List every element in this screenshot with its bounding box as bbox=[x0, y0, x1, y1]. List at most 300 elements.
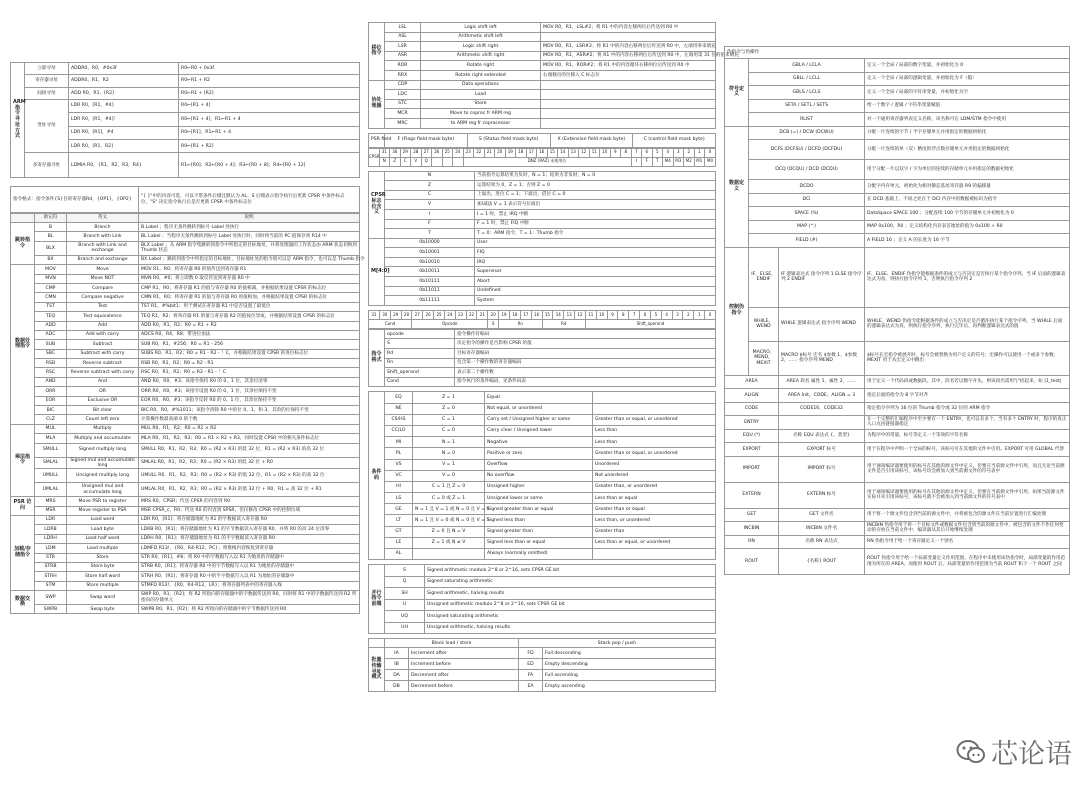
table-row bbox=[369, 90, 716, 100]
english-name: Test equivalence bbox=[67, 312, 139, 321]
block-transfer-table bbox=[368, 638, 716, 692]
group-label: PSR 访问 bbox=[11, 497, 35, 516]
english-name: Swap byte bbox=[67, 605, 139, 614]
pseudo-name: EXPORT bbox=[725, 443, 779, 457]
pseudo-syntax: AREA 段名 属性 1，属性 2，…… bbox=[779, 375, 865, 389]
bit-number: 25 bbox=[434, 310, 445, 319]
pseudo-syntax: INCBIN 文件名 bbox=[779, 522, 865, 536]
description: MOV R1，R0；将寄存器 R0 的值传送到寄存器 R1 bbox=[139, 265, 360, 274]
encoding-field: Rn bbox=[499, 319, 542, 328]
cond-flags: C = 0 或 Z = 1 bbox=[413, 493, 485, 504]
english-name: Subtract bbox=[67, 340, 139, 349]
cond-meaning-int: Unsigned higher bbox=[485, 481, 593, 492]
table-row bbox=[369, 109, 716, 119]
table-row bbox=[369, 515, 716, 526]
mnemonic: TST bbox=[35, 302, 67, 311]
table-row bbox=[725, 443, 1070, 457]
english-name: Count left zero bbox=[67, 415, 139, 424]
mnemonic: UMULL bbox=[35, 469, 67, 483]
flag-meaning: 加/减法 V = 1 表示符号位溢出 bbox=[475, 200, 716, 210]
psr-field-x: X (Extension field mask byte) bbox=[550, 133, 633, 147]
bit-number: 2 bbox=[684, 148, 695, 157]
mnemonic: LDRH bbox=[35, 534, 67, 543]
header-english: 英文 bbox=[67, 214, 139, 223]
english-name: Move to coproc fr ARM reg bbox=[421, 109, 541, 119]
mnemonic: MCR bbox=[385, 109, 421, 119]
mode-name: User bbox=[475, 238, 716, 248]
mnemonic: BLX bbox=[35, 241, 67, 255]
description: SMLAL R0，R1，R2，R3；R0 = (R2 × R3) 的低 32 位 + R0 bbox=[139, 457, 360, 469]
cond-meaning-float: Less than bbox=[593, 437, 716, 448]
cpsr-bit-value bbox=[432, 157, 443, 166]
addressing-instruction: LDR R0，[R1，R2] bbox=[69, 140, 179, 153]
cond-mnemonic: CC/LO bbox=[385, 425, 413, 436]
stack-mode: ED bbox=[519, 659, 543, 670]
bit-number: 29 bbox=[390, 310, 401, 319]
table-row bbox=[11, 340, 360, 349]
cond-flags: V = 0 bbox=[413, 470, 485, 481]
pseudo-syntax: AREA Init，CODE，ALIGN = 3 bbox=[779, 389, 865, 403]
pseudo-syntax: EXPORT 标号 bbox=[779, 443, 865, 457]
description: SUBS R0，R1，R2；R0 = R1 - R2 - ！C，并根据结果设置 CPSR 的进位标志位 bbox=[139, 349, 360, 358]
mnemonic: STC bbox=[385, 99, 421, 109]
description: CMN R1，R0；将寄存器 R1 的值与寄存器 R0 的值相加，并根据结果设置 CPSR 的标志位 bbox=[139, 293, 360, 302]
cond-meaning-int: Carry set / Unsigned higher or same bbox=[485, 414, 593, 425]
cond-meaning-float: Less than or equal, or unordered bbox=[593, 537, 716, 548]
table-row bbox=[725, 482, 1070, 508]
bit-number: 22 bbox=[474, 148, 485, 157]
encoding-field: Rd bbox=[542, 319, 585, 328]
table-row bbox=[369, 157, 716, 166]
mnemonic: LSR bbox=[385, 42, 421, 52]
table-row bbox=[11, 415, 360, 424]
bit-number: 30 bbox=[390, 148, 401, 157]
table-row bbox=[725, 180, 1070, 194]
mnemonic: MRC bbox=[385, 118, 421, 128]
flag-name: C bbox=[385, 190, 475, 200]
pseudo-name: GBLA / LCLA bbox=[749, 59, 865, 73]
cond-mnemonic: GE bbox=[385, 504, 413, 515]
stack-meaning: Full descending bbox=[543, 648, 716, 659]
description: MOV R0，R1，LSR#2；将 R1 中的内容右移两位后传送到 R0 中，左端用零来填充 bbox=[541, 42, 716, 52]
addressing-category: 间接寻址 bbox=[25, 87, 69, 99]
mnemonic: SBC bbox=[35, 349, 67, 358]
field-name: Cond bbox=[385, 377, 455, 387]
bit-number: 21 bbox=[477, 310, 488, 319]
table-row bbox=[369, 358, 716, 368]
instruction-panel bbox=[10, 186, 365, 786]
bit-number: 9 bbox=[607, 310, 618, 319]
pseudo-syntax: 名称 RN 表达式 bbox=[779, 535, 865, 549]
bit-number: 25 bbox=[442, 148, 453, 157]
group-label: 符号定义 bbox=[725, 59, 749, 127]
bit-number: 31 bbox=[369, 310, 380, 319]
cpsr-bit-value: V bbox=[411, 157, 422, 166]
table-row bbox=[11, 349, 360, 358]
cond-flags: C = 1 bbox=[413, 414, 485, 425]
pseudo-meaning: 给一个数字 / 逻辑 / 字符串变量赋值 bbox=[865, 99, 1070, 113]
table-row bbox=[725, 549, 1070, 575]
description: LDRH R0，[R1]；将存储器地址为 R1 的半字数据读入寄存器 R0 bbox=[139, 534, 360, 543]
header-description: 说明 bbox=[139, 214, 360, 223]
english-name: Arithmetic shift right bbox=[421, 51, 541, 61]
mode-name: System bbox=[475, 296, 716, 306]
mnemonic: B bbox=[35, 223, 67, 232]
bit-number: 17 bbox=[526, 148, 537, 157]
cpsr-bit-value: M1 bbox=[694, 157, 705, 166]
mnemonic: TEQ bbox=[35, 312, 67, 321]
english-name: Unsigned multiply long bbox=[67, 469, 139, 483]
bit-number: 23 bbox=[463, 148, 474, 157]
pseudo-name: EXTERN bbox=[725, 482, 779, 508]
table-row bbox=[11, 312, 360, 321]
table-row bbox=[11, 506, 360, 515]
table-row bbox=[369, 296, 716, 306]
table-row bbox=[725, 72, 1070, 86]
table-row bbox=[725, 86, 1070, 100]
encoding-field: S bbox=[488, 319, 499, 328]
table-row bbox=[369, 526, 716, 537]
cpsr-bit-value bbox=[453, 157, 464, 166]
chat-bubble-icon bbox=[956, 738, 986, 766]
table-row bbox=[369, 80, 716, 90]
pseudo-meaning: 用于在程序中声明一个全局的标号，该标号可在其他的文件中引用。EXPORT 可用 GLOBAL 代替 bbox=[865, 443, 1070, 457]
table-row bbox=[11, 581, 360, 590]
bit-number: 11 bbox=[589, 148, 600, 157]
cond-flags: Z = 1 或 N ≠ V bbox=[413, 537, 485, 548]
cpsr-bit-value: M0 bbox=[705, 157, 716, 166]
english-name: Data operations bbox=[421, 80, 541, 90]
table-row bbox=[369, 277, 716, 287]
block-mode: IB bbox=[385, 659, 409, 670]
cpsr-bit-value: M2 bbox=[684, 157, 695, 166]
table-row bbox=[369, 190, 716, 200]
mnemonic: LDM bbox=[35, 544, 67, 553]
cond-meaning-float: Greater than or equal, or unordered bbox=[593, 448, 716, 459]
english-name: Arithmetic shift left bbox=[421, 32, 541, 42]
pseudo-meaning: 指定后面的指令为 8 字节对齐 bbox=[865, 389, 1070, 403]
bit-number: 29 bbox=[400, 148, 411, 157]
cond-meaning-float: Unordered bbox=[593, 459, 716, 470]
pseudo-name: GET bbox=[725, 508, 779, 522]
english-name: Multiply and accumulate bbox=[67, 434, 139, 443]
pseudo-meaning: 定义一个全局 / 局部的数字变量，并初始化为 0 bbox=[865, 59, 1070, 73]
cond-meaning-float bbox=[593, 392, 716, 403]
pseudo-title: 伪指令与伪操作 bbox=[725, 47, 1070, 59]
mnemonic: MLA bbox=[35, 434, 67, 443]
cpsr-bit-value: C bbox=[400, 157, 411, 166]
pseudo-instruction-table bbox=[724, 46, 1070, 575]
prefix-meaning: Signed saturating arithmetic bbox=[425, 576, 716, 588]
table-row bbox=[725, 389, 1070, 403]
group-label: 数据交换 bbox=[11, 591, 35, 614]
bit-number: 12 bbox=[579, 148, 590, 157]
table-row bbox=[725, 456, 1070, 482]
cond-meaning-int: Not equal, or unordered bbox=[485, 403, 593, 414]
field-meaning: 指令操作符编码 bbox=[455, 329, 716, 339]
table-row bbox=[11, 406, 360, 415]
table-row bbox=[725, 341, 1070, 375]
cond-mnemonic: GT bbox=[385, 526, 413, 537]
bit-number: 6 bbox=[642, 148, 653, 157]
english-name: Load word bbox=[67, 515, 139, 524]
pseudo-meaning: 用于定义一个代码段或数据段。其中，段名若以数字开头，则该段名需用"|"括起来，如 |1_test| bbox=[865, 375, 1070, 389]
cond-mnemonic: EQ bbox=[385, 392, 413, 403]
field-name: Rn bbox=[385, 358, 455, 368]
block-mode: DA bbox=[385, 670, 409, 681]
group-label: 协处理器 bbox=[369, 80, 385, 128]
prefix-name: S bbox=[385, 565, 425, 577]
table-row bbox=[369, 659, 716, 670]
english-name: Load half word bbox=[67, 534, 139, 543]
mnemonic: LDRB bbox=[35, 525, 67, 534]
block-mode: IA bbox=[385, 648, 409, 659]
description: SMULL R0，R1，R2，R3；R0 = (R2 × R3) 的低 32 位，R1 = (R2 × R3) 的高 32 位 bbox=[139, 443, 360, 457]
cond-meaning-int: No overflow bbox=[485, 470, 593, 481]
english-name: Swap word bbox=[67, 591, 139, 605]
table-row bbox=[369, 470, 716, 481]
pseudo-syntax: WHILE 逻辑表达式 指令序列 WEND bbox=[779, 307, 865, 341]
table-row bbox=[369, 504, 716, 515]
mnemonic: SMULL bbox=[35, 443, 67, 457]
group-label: 数据处理指令 bbox=[11, 265, 35, 425]
table-row bbox=[369, 565, 716, 577]
english-name: Reverse subtract bbox=[67, 359, 139, 368]
description: BIC R0，R0，#%1011；该指令清除 R0 中的位 0、1、和 3，其余的位保持不变 bbox=[139, 406, 360, 415]
addressing-result: R0←R1 + R2 bbox=[179, 75, 360, 87]
pseudo-syntax: EXTERN 标号 bbox=[779, 482, 865, 508]
field-meaning: 目标寄存器编码 bbox=[455, 349, 716, 359]
table-row bbox=[11, 232, 360, 241]
mnemonic: SWPB bbox=[35, 605, 67, 614]
table-row bbox=[725, 59, 1070, 73]
description: MOV R0，R1，ROR#2；将 R1 中的内容循环右移两位后传送到 R0 中 bbox=[541, 61, 716, 71]
addressing-result: R0←[R1]，R1←R1 + 4 bbox=[179, 126, 360, 139]
cond-meaning-int: Signed greater than bbox=[485, 526, 593, 537]
table-row bbox=[369, 171, 716, 181]
table-row bbox=[11, 293, 360, 302]
cond-meaning-float bbox=[593, 403, 716, 414]
table-row bbox=[11, 255, 360, 264]
description: B Label ；程序无条件跳转到标号 Label 处执行 bbox=[139, 223, 360, 232]
pseudo-meaning: 用于通知编译器要使用的标号在其他的源文件中定义，但要在当前源文件中引用，而且无论当前源文件是否引用该标号，该标号均会被加入到当前源文件的符号表中 bbox=[865, 456, 1070, 482]
mode-bits: 0b10111 bbox=[385, 277, 475, 287]
stack-meaning: Empty descending bbox=[543, 659, 716, 670]
table-row bbox=[11, 265, 360, 274]
table-row bbox=[11, 359, 360, 368]
addressing-result: R0←[R1 + R2] bbox=[179, 140, 360, 153]
bit-number: 27 bbox=[421, 148, 432, 157]
mnemonic: RSB bbox=[35, 359, 67, 368]
pseudo-meaning: 分配一片连续的单（双）精度的浮点数存储单元并用指定的数据初始化 bbox=[865, 140, 1070, 160]
description: AND R0，R0，#3；该指令保持 R0 的 0、1 位，其余位清零 bbox=[139, 377, 360, 386]
table-row bbox=[369, 257, 716, 267]
encoding-field: Cond bbox=[369, 319, 412, 328]
table-row bbox=[11, 321, 360, 330]
table-row bbox=[369, 267, 716, 277]
instruction-format-table bbox=[10, 186, 360, 213]
table-row bbox=[369, 286, 716, 296]
mnemonic: MRS bbox=[35, 497, 67, 506]
prefix-meaning: Unsigned arithmetic, halving results bbox=[425, 622, 716, 634]
cpsr-bit-value: N bbox=[379, 157, 390, 166]
table-row bbox=[725, 375, 1070, 389]
addressing-category: 多寄存器寻址 bbox=[25, 153, 69, 178]
table-row bbox=[369, 414, 716, 425]
flag-name: N bbox=[385, 171, 475, 181]
pseudo-meaning: 指定指令序列为 16 位的 Thumb 指令或 32 位的 ARM 指令 bbox=[865, 402, 1070, 416]
table-row bbox=[11, 483, 360, 497]
mnemonic: ASR bbox=[385, 51, 421, 61]
block-transfer-label-head bbox=[369, 639, 385, 648]
group-label: 加载/存储指令 bbox=[11, 515, 35, 590]
cpsr-bit-value: M4 bbox=[663, 157, 674, 166]
pseudo-syntax: {名称} ROUT bbox=[779, 549, 865, 575]
block-meaning: Decrement after bbox=[409, 670, 519, 681]
cond-flags: N = 1 且 V = 0 或 N = 0 且 V = 1 bbox=[413, 515, 485, 526]
mode-bits: 0b10011 bbox=[385, 267, 475, 277]
flags-label: CPSR 标志位含义 bbox=[369, 171, 385, 238]
english-name: Multiply bbox=[67, 424, 139, 433]
bit-number: 27 bbox=[412, 310, 423, 319]
pseudo-meaning: WHILE、WEND 伪指令能根据条件的成立与否决定是否循环执行某个指令序列。当 WHILE 后面的逻辑表达式为真，则执行指令序列，执行完毕后，再判断逻辑表达式的值 bbox=[865, 307, 1070, 341]
prefix-name: UH bbox=[385, 622, 425, 634]
table-row bbox=[11, 534, 360, 543]
description: TEQ R1，R2；将寄存器 R1 的值与寄存器 R2 的值按位异或，并根据结果设置 CPSR 的标志位 bbox=[139, 312, 360, 321]
modes-label: M[4:0] bbox=[369, 238, 385, 305]
table-row bbox=[11, 302, 360, 311]
english-name: Branch with Link bbox=[67, 232, 139, 241]
table-row bbox=[11, 99, 360, 112]
mnemonic: STM bbox=[35, 581, 67, 590]
bit-number: 16 bbox=[537, 148, 548, 157]
pseudo-meaning: 在一个完整的汇编程序中至少要有一个 ENTRY，也可以有多个，当有多个 ENTRY 时，程序的真正入口点由链接器指定 bbox=[865, 416, 1070, 430]
cond-mnemonic: LE bbox=[385, 537, 413, 548]
cond-flags: Z = 0 bbox=[413, 403, 485, 414]
cond-mnemonic: PL bbox=[385, 448, 413, 459]
table-row bbox=[369, 248, 716, 258]
table-row bbox=[369, 403, 716, 414]
description: UMLAL R0，R1，R2，R3；R0 = (R2 × R3) 的低 32 位 + R0，R1 = 高 32 位 + R1 bbox=[139, 483, 360, 497]
pseudo-syntax: IF 逻辑表达式 指令序列 1 ELSE 指令序列 2 ENDIF bbox=[779, 247, 865, 307]
pseudo-meaning: 定义一个全局 / 局部的逻辑变量，并初始化为 F（假） bbox=[865, 72, 1070, 86]
english-name: Bit clear bbox=[67, 406, 139, 415]
bit-number: 5 bbox=[650, 310, 661, 319]
table-row bbox=[369, 588, 716, 600]
table-row bbox=[11, 330, 360, 339]
prefix-name: U bbox=[385, 599, 425, 611]
field-meaning: 指令执行的条件编码，见条件码表 bbox=[455, 377, 716, 387]
english-name: Move PSR to register bbox=[67, 497, 139, 506]
addressing-category: 寄存器寻址 bbox=[25, 75, 69, 87]
cond-flags bbox=[413, 549, 485, 560]
cond-meaning-float: Greater than or equal, or unordered bbox=[593, 414, 716, 425]
mnemonic: BX bbox=[35, 255, 67, 264]
addressing-category: 立即寻址 bbox=[25, 63, 69, 75]
cond-mnemonic: VC bbox=[385, 470, 413, 481]
table-row bbox=[369, 23, 716, 33]
psr-field-label: PSR field bbox=[369, 133, 385, 147]
pseudo-name: RN bbox=[725, 535, 779, 549]
table-row bbox=[11, 283, 360, 292]
bit-number: 1 bbox=[694, 148, 705, 157]
addressing-result: R0←[R1 + 4]，R1←R1 + 4 bbox=[179, 113, 360, 126]
encoding-field: Opcode bbox=[412, 319, 488, 328]
encoding-label: 指令格式 bbox=[369, 329, 385, 387]
table-row bbox=[725, 193, 1070, 207]
block-meaning: Increment before bbox=[409, 659, 519, 670]
description: MSR CPSR_c，R0；传送 R0 的内容到 SPSR，但仅修改 CPSR 中的控制位域 bbox=[139, 506, 360, 515]
mode-name: Abort bbox=[475, 277, 716, 287]
prefix-label: 并行指令前缀 bbox=[369, 565, 385, 634]
cond-mnemonic: NE bbox=[385, 403, 413, 414]
bit-number: 15 bbox=[547, 148, 558, 157]
pseudo-name: RLIST bbox=[749, 113, 865, 127]
pseudo-name: SPACE (%) bbox=[749, 207, 865, 221]
pseudo-meaning: $标号在宏指令被展开时，标号会被替换为用户定义的符号；宏操作可以使用一个或多个参数；MEXIT 用于从宏定义中跳出 bbox=[865, 341, 1070, 375]
table-row bbox=[11, 553, 360, 562]
bit-number: 14 bbox=[558, 148, 569, 157]
cond-flags: V = 1 bbox=[413, 459, 485, 470]
pseudo-name: DCI bbox=[749, 193, 865, 207]
field-name: Shift_operand bbox=[385, 368, 455, 378]
field-meaning: 决定指令的操作是否影响 CPSR 的值 bbox=[455, 339, 716, 349]
pseudo-meaning: MAP 0x100，R0 ；定义结构化内存表首地址的值为 0x100 + R0 bbox=[865, 220, 1070, 234]
english-name: to ARM reg fr coprocessor bbox=[421, 118, 541, 128]
english-name: Unsigned mul and accumulate long bbox=[67, 483, 139, 497]
cond-mnemonic: MI bbox=[385, 437, 413, 448]
table-row bbox=[11, 525, 360, 534]
table-row bbox=[369, 219, 716, 229]
field-meaning: 表示第二个操作数 bbox=[455, 368, 716, 378]
table-row bbox=[369, 118, 716, 128]
table-row bbox=[11, 572, 360, 581]
bit-number: 8 bbox=[618, 310, 629, 319]
mnemonic: CLZ bbox=[35, 415, 67, 424]
pseudo-name: FIELD (#) bbox=[749, 234, 865, 248]
table-row bbox=[725, 535, 1070, 549]
cond-meaning-float: Less than or equal bbox=[593, 493, 716, 504]
table-row bbox=[725, 247, 1070, 307]
table-row bbox=[369, 238, 716, 248]
pseudo-name: ENTRY bbox=[725, 416, 779, 430]
table-row bbox=[369, 349, 716, 359]
description: TST R1，#%bit1；用于测试在寄存器 R1 中是否设置了最低位 bbox=[139, 302, 360, 311]
bit-number: 1 bbox=[694, 310, 705, 319]
table-row bbox=[11, 153, 360, 178]
flag-meaning: 运算结果为 0，Z = 1；否则 Z = 0 bbox=[475, 181, 716, 191]
pseudo-name: DCFS (DCFSU) / DCFD (DCFDU) bbox=[749, 140, 865, 160]
english-name: Move register to PSR bbox=[67, 506, 139, 515]
mnemonic: CMP bbox=[35, 283, 67, 292]
english-name: Logic shift left bbox=[421, 23, 541, 33]
english-name: Branch bbox=[67, 223, 139, 232]
bit-number: 23 bbox=[455, 310, 466, 319]
table-row bbox=[369, 437, 716, 448]
stack-meaning: Empty ascending bbox=[543, 681, 716, 692]
cond-meaning-int: Always (normally omitted) bbox=[485, 549, 593, 560]
table-row bbox=[11, 63, 360, 75]
mnemonic: CMN bbox=[35, 293, 67, 302]
mnemonic: SMLAL bbox=[35, 457, 67, 469]
condition-label: 条件码 bbox=[369, 392, 385, 560]
cond-flags: Z = 1 bbox=[413, 392, 485, 403]
pseudo-meaning: 在 DCD 基础上，不同之处在于 DCI 内存中的数据被标识为指令 bbox=[865, 193, 1070, 207]
mnemonic: MUL bbox=[35, 424, 67, 433]
bit-number: 28 bbox=[411, 148, 422, 157]
cpsr-bit-value bbox=[442, 157, 453, 166]
english-name: Store bbox=[67, 553, 139, 562]
